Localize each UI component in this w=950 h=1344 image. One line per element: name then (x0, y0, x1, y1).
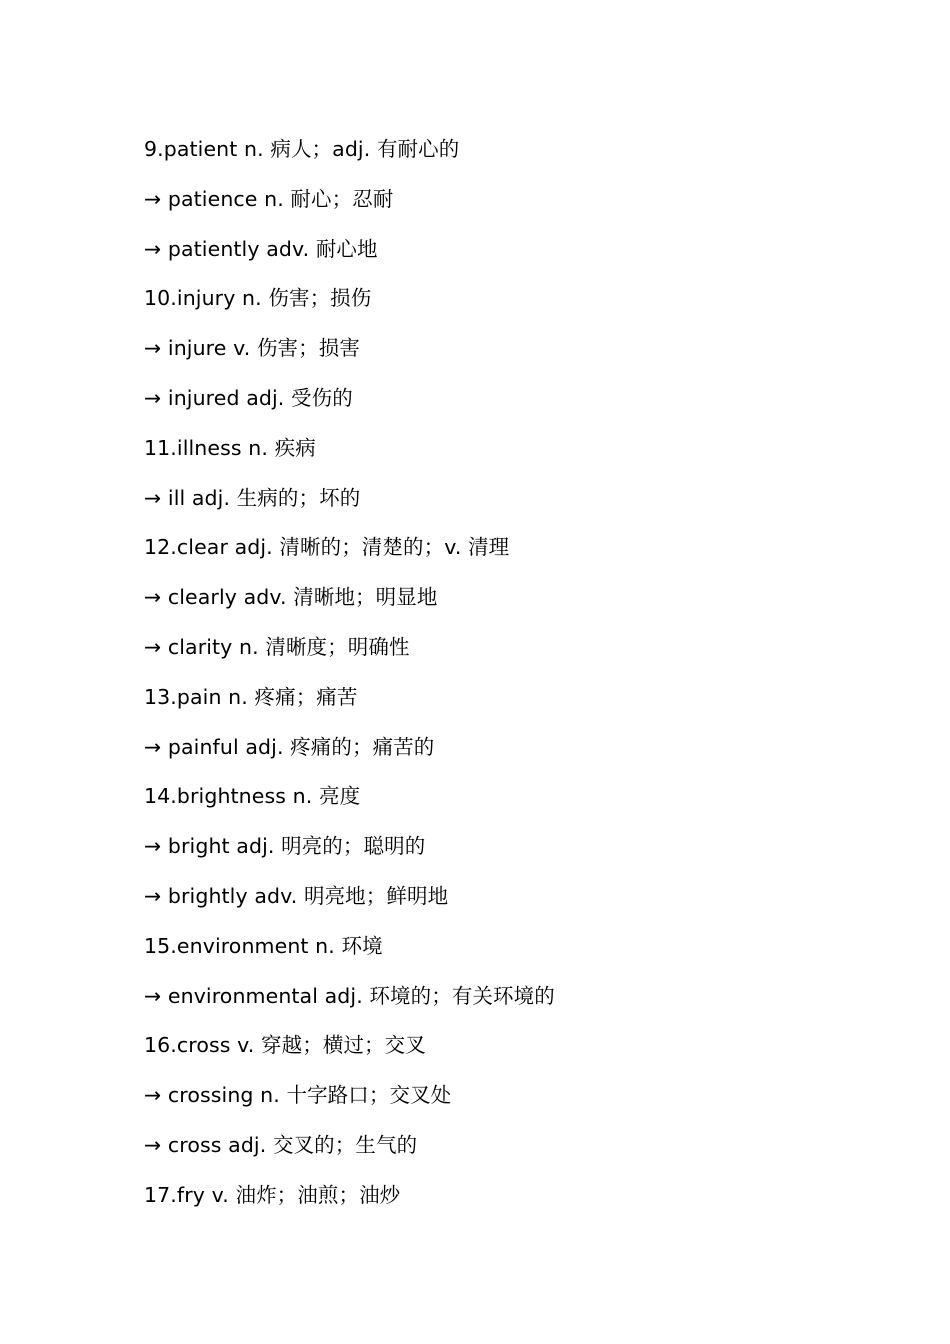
vocab-entry-brightness: 14.brightness n. 亮度 (144, 784, 361, 809)
vocab-derivative-crossing: → crossing n. 十字路口；交叉处 (144, 1083, 452, 1108)
vocab-derivative-clarity: → clarity n. 清晰度；明确性 (144, 634, 410, 659)
vocab-derivative-clearly: → clearly adv. 清晰地；明显地 (144, 585, 438, 610)
vocabulary-list (144, 130, 555, 1226)
vocab-derivative-bright: → bright adj. 明亮的；聪明的 (144, 834, 426, 859)
vocab-entry-cross: 16.cross v. 穿越；横过；交叉 (144, 1033, 426, 1058)
vocab-entry-patient: 9.patient n. 病人；adj. 有耐心的 (144, 137, 460, 161)
vocab-derivative-patiently: → patiently adv. 耐心地 (144, 236, 378, 261)
vocab-entry-illness: 11.illness n. 疾病 (144, 435, 316, 460)
vocab-derivative-environmental: → environmental adj. 环境的；有关环境的 (144, 983, 555, 1008)
vocab-derivative-injure: → injure v. 伤害；损害 (144, 336, 360, 361)
vocab-derivative-painful: → painful adj. 疼痛的；痛苦的 (144, 734, 435, 759)
vocab-derivative-cross-adj: → cross adj. 交叉的；生气的 (144, 1132, 418, 1157)
vocab-entry-injury: 10.injury n. 伤害；损伤 (144, 286, 372, 311)
vocab-entry-clear: 12.clear adj. 清晰的；清楚的；v. 清理 (144, 535, 510, 560)
vocab-derivative-ill: → ill adj. 生病的；坏的 (144, 485, 361, 510)
vocab-derivative-injured: → injured adj. 受伤的 (144, 385, 353, 410)
vocab-entry-environment: 15.environment n. 环境 (144, 933, 383, 958)
vocab-derivative-brightly: → brightly adv. 明亮地；鲜明地 (144, 883, 449, 908)
vocab-derivative-patience: → patience n. 耐心；忍耐 (144, 186, 394, 211)
vocab-entry-pain: 13.pain n. 疼痛；痛苦 (144, 684, 358, 709)
vocab-entry-fry: 17.fry v. 油炸；油煎；油炒 (144, 1182, 401, 1207)
